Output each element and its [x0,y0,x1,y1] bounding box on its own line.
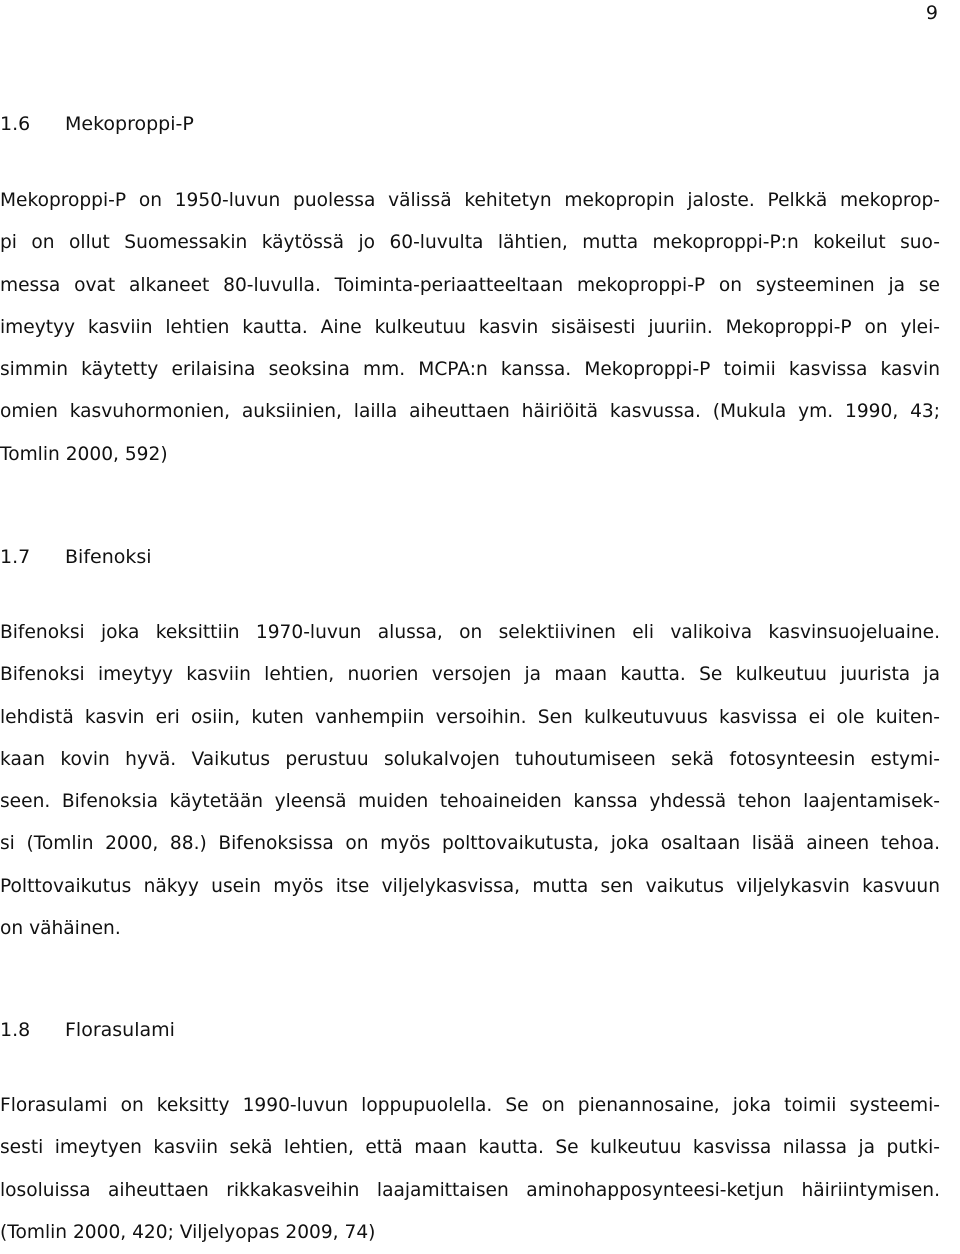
paragraph-line: simmin käytetty erilaisina seoksina mm. MCPA:n kanssa. Mekoproppi-P toimii kasvissa kasvin [0,359,940,381]
section-title: Florasulami [65,1019,175,1041]
section-number: 1.6 [0,113,31,135]
paragraph-line: (Tomlin 2000, 420; Viljelyopas 2009, 74) [0,1221,376,1243]
paragraph-line: on vähäinen. [0,918,121,940]
paragraph-line: losoluissa aiheuttaen rikkakasveihin laajamittaisen aminohapposynteesi-ketjun häiriintymisen. [0,1179,940,1201]
section-title: Mekoproppi-P [65,113,194,135]
paragraph-line: Bifenoksi joka keksittiin 1970-luvun alussa, on selektiivinen eli valikoiva kasvinsuojeluaine. [0,622,940,643]
section-paragraph-1-8 [0,1085,940,1254]
section-number: 1.8 [0,1019,31,1041]
paragraph-line: Polttovaikutus näkyy usein myös itse viljelykasvissa, mutta sen vaikutus viljelykasvin kasvuun [0,875,940,897]
paragraph-line: Mekoproppi-P on 1950-luvun puolessa välissä kehitetyn mekopropin jaloste. Pelkkä mekoprop- [0,190,940,211]
paragraph-line: seen. Bifenoksia käytetään yleensä muiden tehoaineiden kanssa yhdessä tehon laajentamisek- [0,791,940,813]
section-number: 1.7 [0,546,31,568]
paragraph-line: messa ovat alkaneet 80-luvulla. Toiminta-periaatteeltaan mekoproppi-P on systeeminen ja se [0,274,940,296]
paragraph-line: sesti imeytyen kasviin sekä lehtien, että maan kautta. Se kulkeutuu kasvissa nilassa ja putki- [0,1137,940,1159]
paragraph-line: si (Tomlin 2000, 88.) Bifenoksissa on myös polttovaikutusta, joka osaltaan lisää aineen tehoa. [0,833,940,855]
paragraph-line: kaan kovin hyvä. Vaikutus perustuu solukalvojen tuhoutumiseen sekä fotosynteesin estymi- [0,748,940,770]
section-heading-1-6 [0,112,940,136]
paragraph-line: omien kasvuhormonien, auksiinien, lailla aiheuttaen häiriöitä kasvussa. (Mukula ym. 1990, 43; [0,401,940,423]
paragraph-line: lehdistä kasvin eri osiin, kuten vanhempiin versoihin. Sen kulkeutuvuus kasvissa ei ole kuiten- [0,706,940,728]
paragraph-line: Florasulami on keksitty 1990-luvun loppupuolella. Se on pienannosaine, joka toimii systeemi- [0,1095,940,1116]
paragraph-line: imeytyy kasviin lehtien kautta. Aine kulkeutuu kasvin sisäisesti juuriin. Mekoproppi-P on ylei- [0,316,940,338]
section-paragraph-1-6 [0,180,940,476]
section-title: Bifenoksi [65,546,152,568]
section-heading-1-8 [0,1018,940,1042]
page-number: 9 [925,2,938,24]
section-paragraph-1-7 [0,612,940,950]
paragraph-line: Bifenoksi imeytyy kasviin lehtien, nuorien versojen ja maan kautta. Se kulkeutuu juurista ja [0,664,940,686]
paragraph-line: pi on ollut Suomessakin käytössä jo 60-luvulta lähtien, mutta mekoproppi-P:n kokeilut suo- [0,232,940,254]
paragraph-line: Tomlin 2000, 592) [0,443,168,465]
section-heading-1-7 [0,545,940,569]
